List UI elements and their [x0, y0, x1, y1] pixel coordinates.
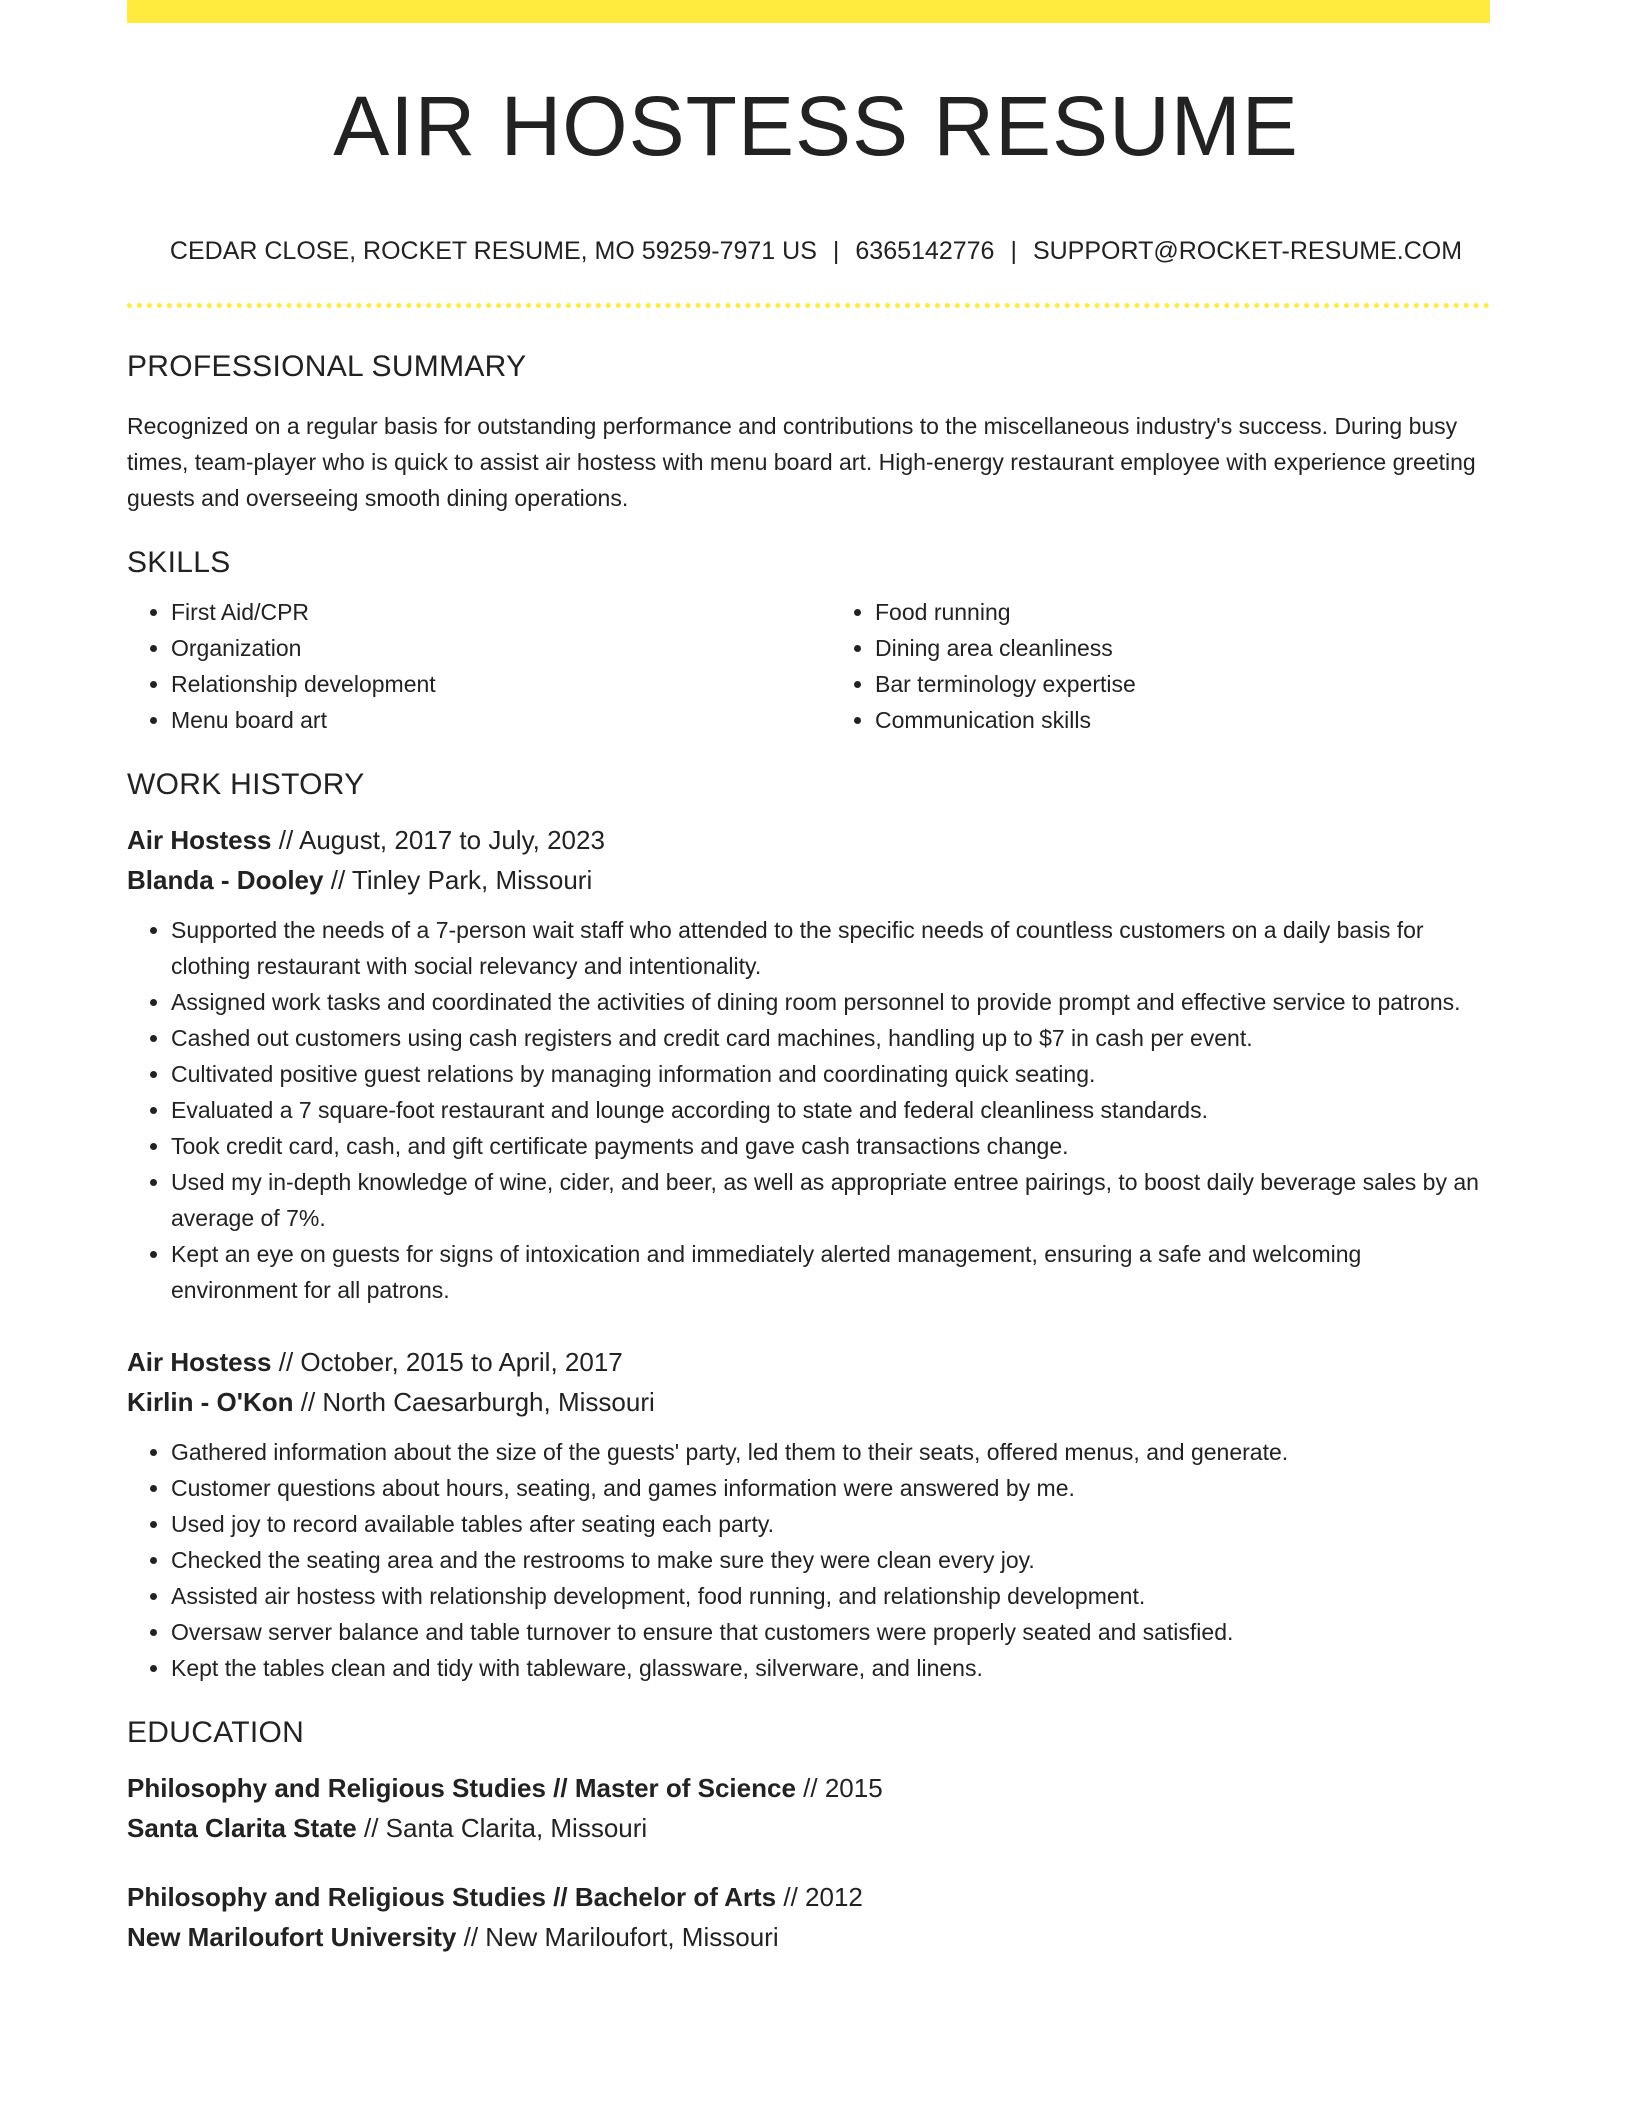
- education-school-line: [127, 1808, 1490, 1848]
- education-degree: Philosophy and Religious Studies // Bachelor of Arts: [127, 1882, 777, 1912]
- section-heading-summary: PROFESSIONAL SUMMARY: [127, 350, 527, 383]
- skill-item: • First Aid/CPR: [171, 594, 786, 630]
- job-duties-list: [127, 912, 1490, 1308]
- job-dates: // October, 2015 to April, 2017: [278, 1347, 623, 1377]
- education-year: // 2015: [803, 1773, 883, 1803]
- education-section: [127, 1716, 1490, 1957]
- education-location: // Santa Clarita, Missouri: [363, 1813, 648, 1843]
- job-location: // North Caesarburgh, Missouri: [300, 1387, 655, 1417]
- resume-title: AIR HOSTESS RESUME: [333, 79, 1299, 173]
- summary-text: Recognized on a regular basis for outstanding performance and contributions to the miscellaneous industry's success. During busy times, team-player who is quick to assist air hostess with menu board art. High-energy restaurant employee with experience greeting guests and overseeing smooth dining operations.: [127, 413, 1476, 511]
- job-duty: • Oversaw server balance and table turnover to ensure that customers were properly seated and satisfied.: [171, 1614, 1490, 1650]
- contact-phone: 6365142776: [855, 237, 995, 265]
- skill-item: • Communication skills: [875, 702, 1490, 738]
- education-entry: [127, 1877, 1490, 1957]
- summary-section: [127, 350, 1490, 516]
- contact-separator: |: [1010, 237, 1017, 265]
- job-company: Kirlin - O'Kon: [127, 1387, 294, 1417]
- skills-columns: [127, 594, 1490, 738]
- skill-item: • Dining area cleanliness: [875, 630, 1490, 666]
- dotted-divider: [127, 303, 1490, 308]
- education-degree-line: [127, 1877, 1490, 1917]
- job-duty: • Assigned work tasks and coordinated the activities of dining room personnel to provide prompt and effective service to patrons.: [171, 984, 1490, 1020]
- skill-item: • Organization: [171, 630, 786, 666]
- job-duty: • Gathered information about the size of the guests' party, led them to their seats, offered menus, and generate.: [171, 1434, 1490, 1470]
- job-company-line: [127, 860, 1490, 900]
- section-heading-skills: SKILLS: [127, 546, 231, 579]
- job-duty: • Supported the needs of a 7-person wait staff who attended to the specific needs of countless customers on a daily basis for clothing restaurant with social relevancy and intentionality.: [171, 912, 1490, 984]
- job-title: Air Hostess: [127, 825, 272, 855]
- job-duty: • Customer questions about hours, seating, and games information were answered by me.: [171, 1470, 1490, 1506]
- education-year: // 2012: [783, 1882, 863, 1912]
- skill-item: • Relationship development: [171, 666, 786, 702]
- job-company-line: [127, 1382, 1490, 1422]
- job-title-line: [127, 1342, 1490, 1382]
- job-duty: • Used joy to record available tables after seating each party.: [171, 1506, 1490, 1542]
- job-entry: [127, 1342, 1490, 1686]
- job-duty: • Cultivated positive guest relations by managing information and coordinating quick seating.: [171, 1056, 1490, 1092]
- section-heading-work: WORK HISTORY: [127, 768, 365, 801]
- education-degree-line: [127, 1768, 1490, 1808]
- job-duty: • Cashed out customers using cash registers and credit card machines, handling up to $7 in cash per event.: [171, 1020, 1490, 1056]
- job-duty: • Assisted air hostess with relationship development, food running, and relationship development.: [171, 1578, 1490, 1614]
- skill-item: • Bar terminology expertise: [875, 666, 1490, 702]
- skill-item: • Food running: [875, 594, 1490, 630]
- contact-address: CEDAR CLOSE, ROCKET RESUME, MO 59259-7971 US: [169, 237, 817, 265]
- education-degree: Philosophy and Religious Studies // Master of Science: [127, 1773, 796, 1803]
- job-entry: [127, 820, 1490, 1308]
- skills-list-right: [831, 594, 1490, 738]
- job-duty: • Took credit card, cash, and gift certificate payments and gave cash transactions change.: [171, 1128, 1490, 1164]
- job-duty: • Kept the tables clean and tidy with tableware, glassware, silverware, and linens.: [171, 1650, 1490, 1686]
- education-entry: [127, 1768, 1490, 1848]
- section-heading-education: EDUCATION: [127, 1716, 305, 1749]
- job-dates: // August, 2017 to July, 2023: [278, 825, 605, 855]
- job-duties-list: [127, 1434, 1490, 1686]
- skills-section: [127, 546, 1490, 738]
- top-accent-bar: [127, 0, 1490, 23]
- job-duty: • Kept an eye on guests for signs of intoxication and immediately alerted management, ensuring a safe and welcoming environment for all patrons.: [171, 1236, 1490, 1308]
- job-title: Air Hostess: [127, 1347, 272, 1377]
- job-location: // Tinley Park, Missouri: [330, 865, 593, 895]
- skill-item: • Menu board art: [171, 702, 786, 738]
- job-duty: • Evaluated a 7 square-foot restaurant and lounge according to state and federal cleanliness standards.: [171, 1092, 1490, 1128]
- education-school: New Mariloufort University: [127, 1922, 457, 1952]
- contact-separator: |: [832, 237, 840, 265]
- education-school-line: [127, 1917, 1490, 1957]
- job-company: Blanda - Dooley: [127, 865, 324, 895]
- resume-content: [127, 350, 1490, 1957]
- contact-line: [0, 237, 1632, 266]
- education-location: // New Mariloufort, Missouri: [463, 1922, 779, 1952]
- work-history-section: [127, 768, 1490, 1686]
- contact-email[interactable]: SUPPORT@ROCKET-RESUME.COM: [1032, 237, 1463, 265]
- skills-list-left: [127, 594, 786, 738]
- education-school: Santa Clarita State: [127, 1813, 357, 1843]
- job-title-line: [127, 820, 1490, 860]
- job-duty: • Checked the seating area and the restrooms to make sure they were clean every joy.: [171, 1542, 1490, 1578]
- job-duty: • Used my in-depth knowledge of wine, cider, and beer, as well as appropriate entree pairings, to boost daily beverage sales by an average of 7%.: [171, 1164, 1490, 1236]
